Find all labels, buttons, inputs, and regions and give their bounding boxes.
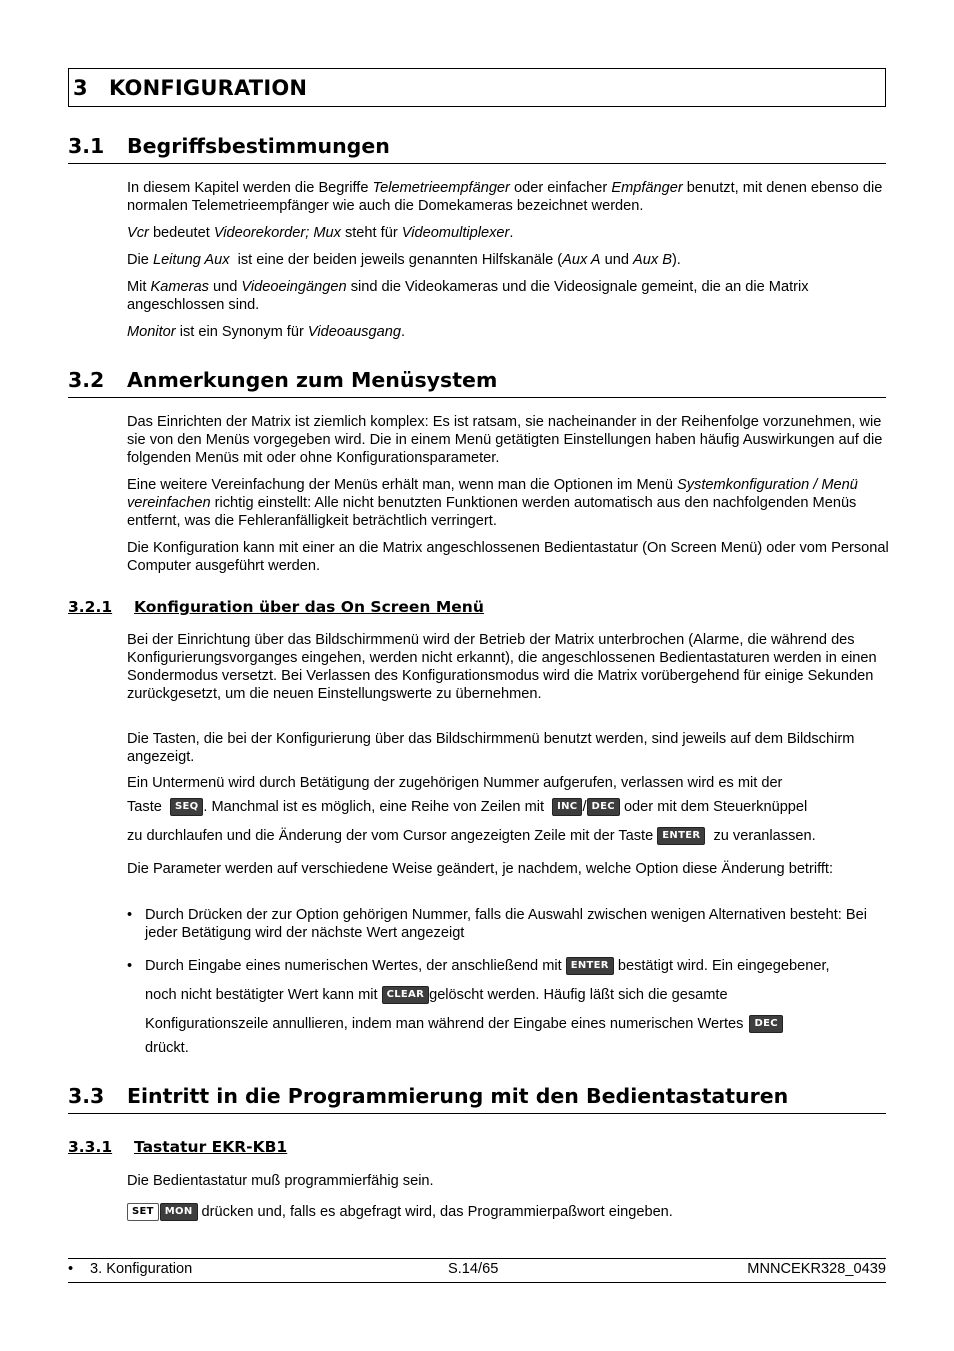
section-number: 3.3: [68, 1084, 105, 1108]
enter-key-icon: ENTER: [657, 827, 705, 845]
paragraph: Das Einrichten der Matrix ist ziemlich komplex: Es ist ratsam, sie nacheinander in der Reihenfolge vorzunehmen, wie sie von den Menüs vorgegeben wird. Die in einem Menü getätigten Einstellungen haben häufig Auswirkungen auf die folgenden Menüs mit oder ohne Konfigurationsparameter.: [127, 414, 883, 466]
paragraph: Die Leitung Aux ist eine der beiden jeweils genannten Hilfskanäle (Aux A und Aux B).: [127, 252, 681, 268]
subsection-title: Konfiguration über das On Screen Menü: [134, 598, 484, 616]
section-title: Eintritt in die Programmierung mit den Bedientastaturen: [127, 1084, 789, 1108]
paragraph: Bei der Einrichtung über das Bildschirmmenü wird der Betrieb der Matrix unterbrochen (Alarme, die während des Konfigurierungsvorganges eingehen, werden nicht erkannt), die angeschlossenen Bedientastaturen werden in einen Sondermodus versetzt. Bei Verlassen des Konfigurationsmodus wird die Matrix vorübergehend für einige Sekunden zurückgesetzt, um die neuen Einstellungswerte zu übernehmen.: [127, 632, 877, 702]
mon-key-icon: MON: [160, 1203, 198, 1221]
footer-bullet: •: [68, 1261, 74, 1277]
section-heading-3-2: [68, 366, 886, 398]
paragraph-line: zu durchlaufen und die Änderung der vom Cursor angezeigten Zeile mit der Taste ENTER zu veranlassen.: [127, 828, 816, 844]
paragraph: Mit Kameras und Videoeingängen sind die Videokameras und die Videosignale gemeint, die an die Matrix angeschlossen sind.: [127, 279, 809, 313]
inc-key-icon: INC: [552, 798, 582, 816]
footer-chapter: 3. Konfiguration: [90, 1261, 193, 1277]
dec-key-icon: DEC: [749, 1015, 782, 1033]
section-number: 3.1: [68, 134, 105, 158]
subsection-number: 3.3.1: [68, 1138, 113, 1156]
paragraph: Die Parameter werden auf verschiedene Weise geändert, je nachdem, welche Option diese Änderung betrifft:: [127, 861, 834, 877]
section-title: Anmerkungen zum Menüsystem: [127, 368, 498, 392]
clear-key-icon: CLEAR: [382, 986, 429, 1004]
chapter-heading: [68, 68, 886, 107]
paragraph: Vcr bedeutet Videorekorder; Mux steht für Videomultiplexer.: [127, 225, 514, 241]
section-number: 3.2: [68, 368, 105, 392]
paragraph: Die Konfiguration kann mit einer an die Matrix angeschlossenen Bedientastatur (On Screen Menü) oder vom Personal Computer ausgeführt werden.: [127, 540, 889, 574]
seq-key-icon: SEQ: [170, 798, 203, 816]
chapter-number: 3: [73, 75, 88, 100]
paragraph: Die Tasten, die bei der Konfigurierung über das Bildschirmmenü benutzt werden, sind jeweils auf dem Bildschirm angezeigt.: [127, 731, 855, 765]
enter-key-icon: ENTER: [566, 957, 614, 975]
footer-rule-bottom: [68, 1282, 886, 1283]
section-heading-3-1: [68, 132, 886, 164]
paragraph-line: Taste SEQ . Manchmal ist es möglich, eine Reihe von Zeilen mit INC / DEC oder mit dem Steuerknüppel: [127, 799, 808, 815]
section-title: Begriffsbestimmungen: [127, 134, 390, 158]
chapter-title: KONFIGURATION: [109, 75, 308, 100]
bullet-icon: •: [127, 907, 133, 923]
bullet-icon: •: [127, 958, 133, 974]
dec-key-icon: DEC: [587, 798, 620, 816]
footer-document-code: MNNCEKR328_0439: [747, 1261, 886, 1277]
set-key-icon: SET: [127, 1203, 159, 1221]
paragraph: Eine weitere Vereinfachung der Menüs erhält man, wenn man die Optionen im Menü Systemkonfiguration / Menü vereinfachen richtig einstellt: Alle nicht benutzten Funktionen werden automatisch aus den nachfolgenden Menüs entfernt, was die Fehleranfälligkeit beträchtlich verringert.: [127, 477, 858, 529]
footer-page-number: S.14/65: [448, 1261, 499, 1277]
subsection-title: Tastatur EKR-KB1: [134, 1138, 288, 1156]
paragraph-line: Ein Untermenü wird durch Betätigung der zugehörigen Nummer aufgerufen, verlassen wird es mit der: [127, 775, 783, 791]
paragraph: Monitor ist ein Synonym für Videoausgang.: [127, 324, 406, 340]
subsection-heading-3-2-1: [68, 592, 484, 616]
section-heading-3-3: [68, 1082, 886, 1114]
subsection-number: 3.2.1: [68, 598, 113, 616]
subsection-heading-3-3-1: [68, 1132, 287, 1156]
paragraph-line: SET MON drücken und, falls es abgefragt wird, das Programmierpaßwort eingeben.: [127, 1203, 889, 1221]
footer-rule-top: [68, 1258, 886, 1259]
paragraph: In diesem Kapitel werden die Begriffe Telemetrieempfänger oder einfacher Empfänger benutzt, mit denen ebenso die normalen Telemetrieempfänger wie auch die Domekameras bezeichnet werden.: [127, 180, 883, 214]
paragraph: Die Bedientastatur muß programmierfähig sein.: [127, 1173, 434, 1189]
